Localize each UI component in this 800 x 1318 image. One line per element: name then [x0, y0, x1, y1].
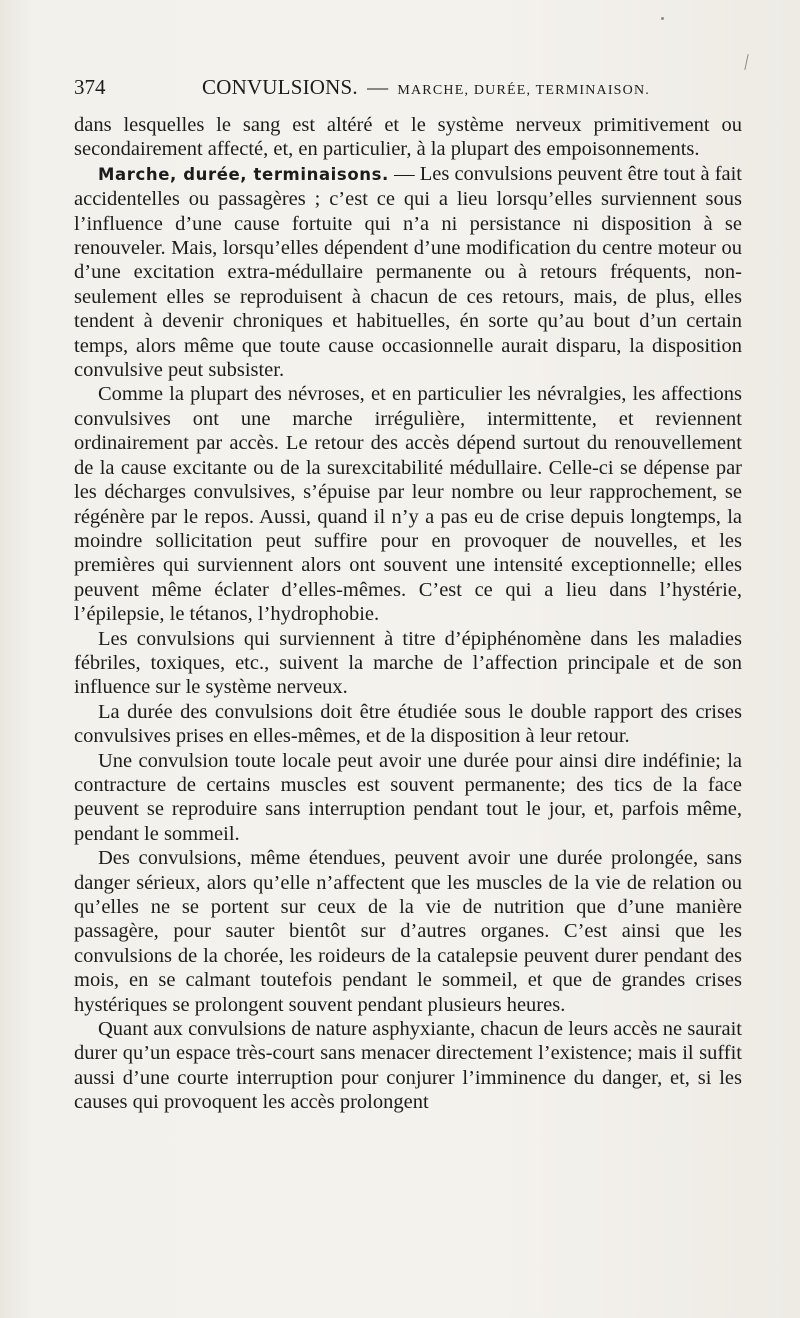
- section-heading: Marche, durée, terminaisons.: [98, 164, 389, 184]
- paragraph-text: Quant aux convulsions de nature asphyxiante, chacun de leurs accès ne saurait durer qu’un espace très-court sans menacer directement l’existence; mais il suffit aussi d’une courte interruption pour conjurer l’imminence du danger, et, si les causes qui provoquent les accès prolongent: [74, 1018, 742, 1114]
- paragraph-text: Une convulsion toute locale peut avoir une durée pour ainsi dire indéfinie; la contracture de certains muscles est souvent permanente; des tics de la face peuvent se reproduire sans interruption pendant tout le jour, et, parfois même, pendant le sommeil.: [74, 749, 742, 845]
- page-edge-mark: [744, 54, 748, 70]
- paragraph-text: Les convulsions qui surviennent à titre d’épiphénomène dans les maladies fébriles, toxiques, etc., suivent la marche de l’affection principale et de son influence sur le système nerveux.: [74, 627, 742, 699]
- paragraph: [74, 382, 742, 626]
- paragraph-text: Comme la plupart des névroses, et en particulier les névralgies, les affections convulsives ont une marche irrégulière, intermittente, et reviennent ordinairement par accès. Le retour des accès dépend surtout du renouvellement de la cause excitante ou de la surexcitabilité médullaire. Celle-ci se dépense par les décharges convulsives, s’épuise par leur nombre ou leur rapprochement, se régénère par le repos. Aussi, quand il n’y a pas eu de crise depuis longtemps, la moindre sollicitation peut suffire pour en provoquer de nouvelles, et les premières qui surviennent alors ont souvent une intensité exceptionnelle; elles peuvent même éclater d’elles-mêmes. C’est ce qui a lieu dans l’hystérie, l’épilepsie, le tétanos, l’hydrophobie.: [74, 383, 742, 626]
- running-header: [74, 74, 744, 100]
- running-title-subtitle: MARCHE, DURÉE, TERMINAISON.: [397, 83, 650, 98]
- paragraph: [74, 1017, 742, 1115]
- paragraph: [74, 846, 742, 1017]
- running-title: [202, 74, 650, 104]
- running-title-main: CONVULSIONS.: [202, 75, 358, 99]
- paragraph-text: dans lesquelles le sang est altéré et le système nerveux primitivement ou secondairement affecté, et, en particulier, à la plupart des empoisonnements.: [74, 114, 742, 161]
- paragraph-section-start: [74, 162, 742, 383]
- paragraph: [74, 627, 742, 700]
- paragraph: [74, 749, 742, 847]
- paragraph-text: Des convulsions, même étendues, peuvent avoir une durée prolongée, sans danger sérieux, alors qu’elle n’affectent que les muscles de la vie de relation ou qu’elles ne se portent sur ceux de la vie de nutrition que d’une manière passagère, pour sauter bientôt sur d’autres organes. C’est ainsi que les convulsions de la chorée, les roideurs de la catalepsie peuvent durer pendant des mois, en se calmant toutefois pendant le sommeil, et que de grandes crises hystériques se prolongent souvent pendant plusieurs heures.: [74, 847, 742, 1016]
- paragraph-text: La durée des convulsions doit être étudiée sous le double rapport des crises convulsives prises en elles-mêmes, et de la disposition à leur retour.: [74, 700, 742, 748]
- paragraph-continuation: [74, 113, 742, 162]
- paragraph: [74, 700, 742, 749]
- paper-speck: [661, 17, 664, 20]
- paragraph-text: — Les convulsions peuvent être tout à fait accidentelles ou passagères ; c’est ce qui a lieu lorsqu’elles surviennent sous l’influence d’une cause fortuite qui n’a ni persistance ni disposition à se renouveler. Mais, lorsqu’elles dépendent d’une modification du centre moteur ou d’une excitation extra-médullaire permanente ou à retours fréquents, non-seulement elles se reproduisent à chacun de ces retours, mais, de plus, elles tendent à devenir chroniques et habituelles, én sorte qu’au bout d’un certain temps, alors même que toute cause occasionnelle aurait disparu, la disposition convulsive peut subsister.: [74, 162, 743, 382]
- running-title-separator: —: [367, 75, 389, 99]
- body-text: [74, 113, 742, 1115]
- page-number: 374: [74, 75, 106, 99]
